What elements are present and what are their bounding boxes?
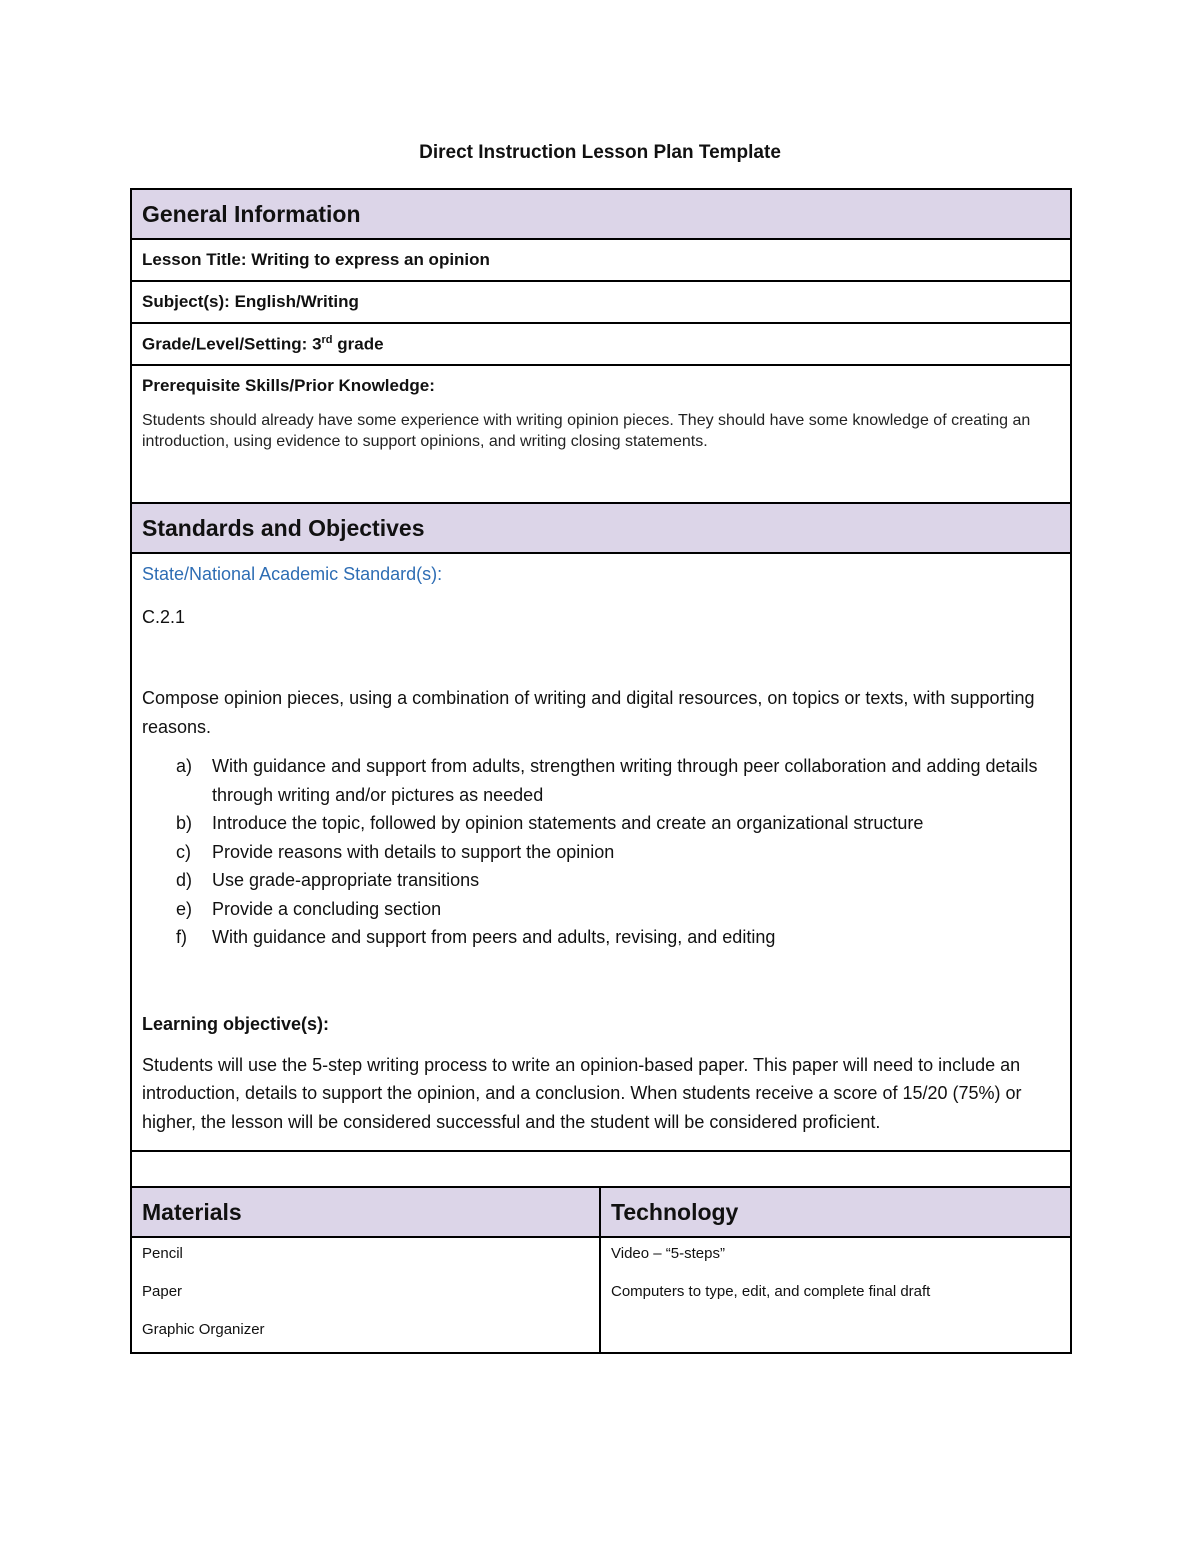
standard-code: C.2.1 [142,607,186,627]
subjects-label: Subject(s): [142,292,230,311]
learning-objective-text: Students will use the 5-step writing process to write an opinion-based paper. This paper will need to include an introduction, details to support the opinion, and a conclusion. When students receive a score of 15/20 (75%) or higher, the lesson will be considered successful and the student will be considered proficient. [142,1054,1022,1132]
grade-row [131,323,1071,365]
lesson-title-label: Lesson Title: [142,250,247,269]
prereq-cell [131,365,1071,503]
technology-cell [600,1237,1071,1353]
grade-number: 3 [312,334,322,354]
lesson-plan-table [130,188,1072,1354]
materials-item: Pencil [142,1245,183,1262]
prereq-text: Students should already have some experience with writing opinion pieces. They should have some knowledge of creating an introduction, using evidence to support opinions, and writing closing statements. [142,412,1031,450]
empty-row [131,1151,1071,1187]
standard-subitems [142,752,1060,952]
list-item: d) Use grade-appropriate transitions [176,870,480,890]
lesson-title-value: Writing to express an opinion [251,250,490,269]
list-item: e) Provide a concluding section [176,898,442,919]
subjects-row [131,281,1071,323]
grade-label: Grade/Level/Setting: [142,334,308,354]
standards-objectives-header: Standards and Objectives [131,503,1071,553]
lesson-title-row [131,239,1071,281]
prereq-label: Prerequisite Skills/Prior Knowledge: [142,376,435,395]
learning-objective-label: Learning objective(s): [142,1013,330,1034]
technology-header: Technology [600,1187,1071,1237]
list-item: c) Provide reasons with details to support the opinion [176,841,615,862]
technology-item: Computers to type, edit, and complete final draft [611,1283,931,1300]
list-item: b) Introduce the topic, followed by opinion statements and create an organizational structure [176,813,924,833]
standards-cell [131,553,1071,1151]
technology-item: Video – “5-steps” [611,1245,725,1262]
document-title: Direct Instruction Lesson Plan Template [419,142,781,163]
standards-label: State/National Academic Standard(s): [142,564,443,584]
materials-item: Paper [142,1283,183,1300]
list-item: f) With guidance and support from peers and adults, revising, and editing [176,927,776,947]
grade-rest: grade [337,334,384,354]
standard-description: Compose opinion pieces, using a combination of writing and digital resources, on topics or texts, with supporting reasons. [142,688,1035,737]
general-information-header: General Information [131,189,1071,239]
materials-item: Graphic Organizer [142,1321,265,1338]
materials-header: Materials [131,1187,600,1237]
subjects-value: English/Writing [234,292,359,311]
grade-suffix: rd [321,333,333,346]
list-item: a) With guidance and support from adults, strengthen writing through peer collaboration and adding details through writing and/or pictures as needed [176,756,1038,805]
materials-cell [131,1237,600,1353]
